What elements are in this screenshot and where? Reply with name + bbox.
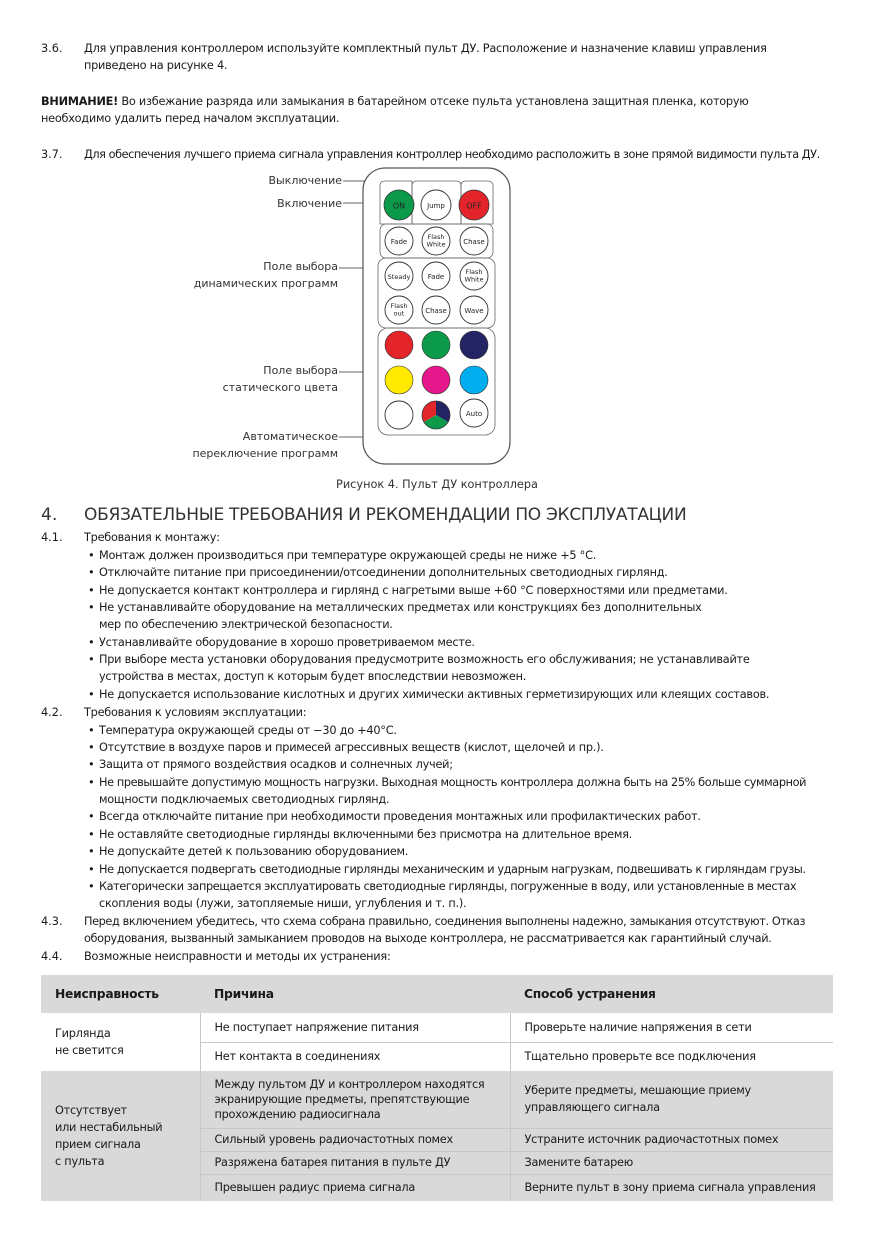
section-4-3-number: 4.3. xyxy=(41,915,63,928)
on-button-label: ON xyxy=(392,201,406,211)
header-fix: Способ устранения xyxy=(510,975,833,1013)
install-item-4: • Не устанавливайте оборудование на металлических предметах или конструкциях без дополнительных xyxy=(99,599,702,616)
section-4-3-line1: Перед включением убедитесь, что схема собрана правильно, соединения выполнены надежно, замыкания отсутствуют. Отказ xyxy=(84,915,806,928)
label-dynamic-2: динамических программ xyxy=(193,277,338,290)
fix-cell: Верните пульт в зону приема сигнала управления xyxy=(524,1181,816,1195)
jump-button-label: Jump xyxy=(427,202,445,210)
operation-item-7: • Не допускайте детей к пользованию оборудованием. xyxy=(99,843,408,860)
chase-button-1-label: Chase xyxy=(463,238,485,246)
table-row xyxy=(41,1013,833,1042)
fault-1-line1: Гирлянда xyxy=(55,1027,111,1040)
cause-3-line1: Между пультом ДУ и контроллером находятся xyxy=(214,1077,485,1091)
install-item-6-cont: устройства в местах, доступ к которым будет впоследствии невозможен. xyxy=(99,670,527,683)
green-color-button[interactable] xyxy=(422,331,450,359)
section-4-2-number: 4.2. xyxy=(41,706,63,719)
cause-3-line2: экранирующие предметы, препятствующие xyxy=(214,1092,470,1106)
attention-text: Во избежание разряда или замыкания в батарейном отсеке пульта установлена защитная пленка, которую xyxy=(118,95,749,108)
section-3-6-text-line1: Для управления контроллером используйте комплектный пульт ДУ. Расположение и назначение клавиш управления xyxy=(84,42,767,55)
cause-cell: Сильный уровень радиочастотных помех xyxy=(200,1128,510,1151)
cause-cell: Разряжена батарея питания в пульте ДУ xyxy=(200,1151,510,1174)
section-4-4-number: 4.4. xyxy=(41,950,63,963)
operation-item-2: • Отсутствие в воздухе паров и примесей агрессивных веществ (кислот, щелочей и пр.). xyxy=(99,739,604,756)
auto-button-label: Auto xyxy=(465,410,483,418)
yellow-color-button[interactable] xyxy=(385,366,413,394)
header-cause: Причина xyxy=(200,975,510,1013)
flash-white-button-1-label-2: White xyxy=(426,240,446,249)
label-auto-1: Автоматическое xyxy=(242,430,338,443)
white-color-button[interactable] xyxy=(385,401,413,429)
rgb-mix-button[interactable] xyxy=(422,401,450,429)
fix-cell: Замените батарею xyxy=(510,1151,833,1174)
fault-2-line3: прием сигнала xyxy=(55,1138,141,1151)
fix-cell xyxy=(510,1071,833,1128)
fix-cell: Проверьте наличие напряжения в сети xyxy=(510,1013,833,1042)
header-fault: Неисправность xyxy=(41,975,200,1013)
operation-item-8: • Не допускается подвергать светодиодные гирлянды механическим и ударным нагрузкам, подвешивать к гирляндам грузы. xyxy=(99,861,806,878)
fault-cell-2 xyxy=(41,1071,200,1201)
install-item-2: • Отключайте питание при присоединении/отсоединении дополнительных светодиодных гирлянд. xyxy=(99,564,668,581)
section-4-3-line2: оборудования, вызванный замыканием проводов на выходе контроллера, не рассматривается как гарантийный случай. xyxy=(84,932,772,945)
wave-button-label: Wave xyxy=(464,307,484,315)
operation-item-5: • Всегда отключайте питание при необходимости проведения монтажных или профилактических работ. xyxy=(99,808,701,825)
red-color-button[interactable] xyxy=(385,331,413,359)
section-4-1-number: 4.1. xyxy=(41,531,63,544)
attention-line2: необходимо удалить перед началом эксплуатации. xyxy=(41,112,340,125)
section-4-2-title: Требования к условиям эксплуатации: xyxy=(84,706,307,719)
section-4-1-title: Требования к монтажу: xyxy=(84,531,220,544)
steady-button-label: Steady xyxy=(387,273,411,281)
fault-2-line1: Отсутствует xyxy=(55,1104,127,1117)
install-item-5: • Устанавливайте оборудование в хорошо проветриваемом месте. xyxy=(99,634,475,651)
section-4-number: 4. xyxy=(41,505,58,525)
label-off: Выключение xyxy=(268,174,342,187)
fix-cell: Устраните источник радиочастотных помех xyxy=(510,1128,833,1151)
fix-3-line1: Уберите предметы, мешающие приему xyxy=(524,1084,751,1098)
fade-button-1-label: Fade xyxy=(390,238,408,246)
operation-item-9-cont: скопления воды (лужи, затопляемые ниши, углубления и т. п.). xyxy=(99,897,467,910)
flash-out-button-label-2: out xyxy=(393,309,405,318)
install-item-7: • Не допускается использование кислотных и других химически активных герметизирующих или клеящих составов. xyxy=(99,686,769,703)
label-static-2: статического цвета xyxy=(222,381,338,394)
figure-caption: Рисунок 4. Пульт ДУ контроллера xyxy=(336,478,538,491)
section-4-4-title: Возможные неисправности и методы их устранения: xyxy=(84,950,391,963)
section-4-title: ОБЯЗАТЕЛЬНЫЕ ТРЕБОВАНИЯ И РЕКОМЕНДАЦИИ ПО ЭКСПЛУАТАЦИИ xyxy=(84,505,687,525)
cause-cell: Превышен радиус приема сигнала xyxy=(200,1174,510,1201)
install-item-1: • Монтаж должен производиться при температуре окружающей среды не ниже +5 °С. xyxy=(99,547,596,564)
section-4-heading xyxy=(41,505,686,525)
cause-3-line3: прохождению радиосигнала xyxy=(214,1107,381,1121)
fault-cell-1 xyxy=(41,1013,200,1071)
operation-item-3: • Защита от прямого воздействия осадков и солнечных лучей; xyxy=(99,756,453,773)
label-on: Включение xyxy=(277,197,342,210)
fade-button-2-label: Fade xyxy=(427,273,445,281)
flash-out-button-label-1: Flash xyxy=(390,302,408,310)
navy-color-button[interactable] xyxy=(460,331,488,359)
fix-cell: Тщательно проверьте все подключения xyxy=(524,1050,756,1064)
table-row xyxy=(41,1071,833,1128)
operation-item-4: • Не превышайте допустимую мощность нагрузки. Выходная мощность контроллера должна быть на 25% больше суммарной xyxy=(99,774,806,791)
label-dynamic-1: Поле выбора xyxy=(263,260,338,273)
flash-white-button-2-label-2: White xyxy=(464,275,484,284)
table-header-row xyxy=(41,975,833,1013)
chase-button-2-label: Chase xyxy=(425,307,447,315)
section-3-7-number: 3.7. xyxy=(41,148,63,161)
install-item-6: • При выборе места установки оборудования предусмотрите возможность его обслуживания; не устанавливайте xyxy=(99,651,750,668)
fault-1-line2: не светится xyxy=(55,1044,124,1057)
fault-2-line4: с пульта xyxy=(55,1155,105,1168)
install-item-4-cont: мер по обеспечению электрической безопасности. xyxy=(99,618,393,631)
operation-item-1: • Температура окружающей среды от −30 до +40°С. xyxy=(99,722,397,739)
operation-item-4-cont: мощности подключаемых светодиодных гирлянд. xyxy=(99,793,390,806)
label-auto-2: переключение программ xyxy=(192,447,338,460)
cause-cell: Не поступает напряжение питания xyxy=(200,1013,510,1042)
attention-label: ВНИМАНИЕ! xyxy=(41,95,119,108)
section-3-6-text-line2: приведено на рисунке 4. xyxy=(84,59,228,72)
cause-cell xyxy=(200,1071,510,1128)
fix-3-line2: управляющего сигнала xyxy=(524,1101,660,1115)
operation-item-6: • Не оставляйте светодиодные гирлянды включенными без присмотра на длительное время. xyxy=(99,826,632,843)
install-item-3: • Не допускается контакт контроллера и гирлянд с нагретыми выше +60 °С поверхностями или предметами. xyxy=(99,582,728,599)
troubleshooting-table xyxy=(41,975,833,1201)
remote-control-figure xyxy=(0,0,874,500)
label-static-1: Поле выбора xyxy=(263,364,338,377)
operation-item-9: • Категорически запрещается эксплуатировать светодиодные гирлянды, погруженные в воду, или установленные в местах xyxy=(99,878,796,895)
cyan-color-button[interactable] xyxy=(460,366,488,394)
section-3-7-text: Для обеспечения лучшего приема сигнала управления контроллер необходимо расположить в зоне прямой видимости пульта ДУ. xyxy=(84,148,820,161)
cause-cell: Нет контакта в соединениях xyxy=(200,1042,510,1071)
flash-white-button-2-label-1: Flash xyxy=(465,268,483,276)
fault-2-line2: или нестабильный xyxy=(55,1121,163,1134)
off-button-label: OFF xyxy=(466,201,482,211)
section-3-6-number: 3.6. xyxy=(41,42,63,55)
flash-white-button-1-label-1: Flash xyxy=(427,233,445,241)
magenta-color-button[interactable] xyxy=(422,366,450,394)
